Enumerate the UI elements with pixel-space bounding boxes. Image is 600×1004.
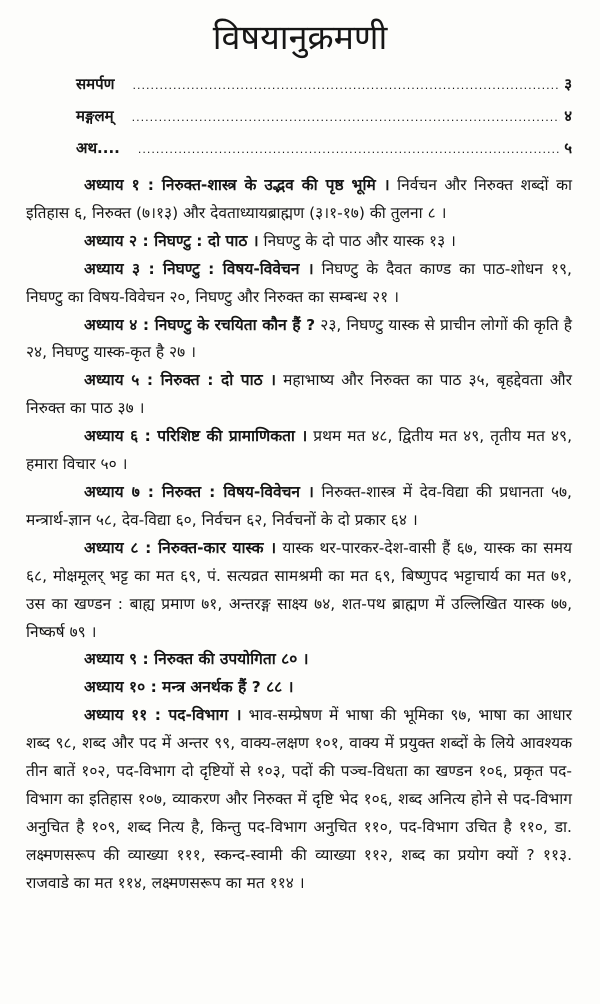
dot-leader <box>132 79 560 92</box>
chapter-topics: २३, निघण्टु यास्क से प्राचीन लोगों की कृति है २४, निघण्टु यास्क-कृत है २७ । <box>26 315 572 362</box>
page-title: विषयानुक्रमणी <box>212 18 388 58</box>
chapter-list <box>26 172 572 898</box>
toc-entry <box>76 74 572 106</box>
chapter-entry <box>26 312 572 368</box>
chapter-entry <box>26 674 572 702</box>
chapter-topics: निरुक्त-शास्त्र में देव-विद्या की प्रधानता ५७, मन्त्रार्थ-ज्ञान ५८, देव-विद्या ६०, निर्वचन ६२, निर्वचनों के दो प्रकार ६४ । <box>26 482 572 529</box>
chapter-heading: अध्याय २ : निघण्टु : दो पाठ । <box>84 231 259 250</box>
toc-label: समर्पण <box>76 75 115 93</box>
chapter-heading: अध्याय ६ : परिशिष्ट की प्रामाणिकता । <box>84 427 308 446</box>
toc-page-number: ४ <box>564 107 572 125</box>
chapter-entry <box>26 702 572 897</box>
chapter-heading: अध्याय ५ : निरुक्त : दो पाठ । <box>84 371 277 390</box>
chapter-entry <box>26 256 572 312</box>
dot-leader <box>132 111 561 124</box>
chapter-entry <box>26 367 572 423</box>
toc-label: मङ्गलम् <box>76 107 114 125</box>
front-matter-list <box>76 74 572 170</box>
chapter-entry <box>26 646 572 674</box>
chapter-heading: अध्याय १ : निरुक्त-शास्त्र के उद्भव की पृष्ठ भूमि । <box>84 176 390 194</box>
chapter-heading: अध्याय १० : मन्त्र अनर्थक हैं ? ८८ । <box>84 678 294 697</box>
chapter-topics: महाभाष्य और निरुक्त का पाठ ३५, बृहद्देवता और निरुक्त का पाठ ३७ । <box>26 371 572 418</box>
toc-label: अथ.... <box>76 139 120 157</box>
chapter-topics: भाव-सम्प्रेषण में भाषा की भूमिका ९७, भाषा का आधार शब्द ९८, शब्द और पद में अन्तर ९९, वाक्य-लक्षण १०१, वाक्य में प्रयुक्त शब्दों के लिये आवश्यक तीन बातें १०२, पद-विभाग दो दृष्टियों से १०३, पदों की पञ्च-विधता का खण्डन १०६, प्रकृत पद-विभाग का इतिहास १०७, व्याकरण और निरुक्त में दृष्टि भेद १०६, शब्द अनित्य होने से पद-विभाग अनुचित है १०९, शब्द नित्य है, किन्तु पद-विभाग अनुचित ११०, पद-विभाग उचित है ११०, डा. लक्ष्मणसरूप की व्याख्या १११, स्कन्द-स्वामी की व्याख्या ११२, शब्द का प्रयोग क्यों ? ११३. राजवाडे का मत ११४, लक्ष्मणसरूप का मत ११४ । <box>26 706 572 892</box>
chapter-entry <box>26 172 572 228</box>
chapter-heading: अध्याय ७ : निरुक्त : विषय-विवेचन । <box>84 482 314 501</box>
chapter-entry <box>26 228 572 256</box>
chapter-entry <box>26 423 572 479</box>
toc-entry <box>76 138 572 170</box>
chapter-heading: अध्याय ८ : निरुक्त-कार यास्क । <box>84 538 277 557</box>
chapter-topics: प्रथम मत ४८, द्वितीय मत ४९, तृतीय मत ४९, हमारा विचार ५० । <box>26 427 572 474</box>
toc-page-number: ३ <box>564 75 572 93</box>
chapter-heading: अध्याय ११ : पद-विभाग । <box>84 706 242 725</box>
chapter-heading: अध्याय ९ : निरुक्त की उपयोगिता ८० । <box>84 650 309 669</box>
chapter-topics: यास्क थर-पारकर-देश-वासी हैं ६७, यास्क का समय ६८, मोक्षमूलर् भट्ट का मत ६९, पं. सत्यव्रत सामश्रमी का मत ६९, बिष्णुपद भट्टाचार्य का मत ७१, उस का खण्डन : बाह्य प्रमाण ७१, अन्तरङ्ग साक्ष्य ७४, शत-पथ ब्राह्मण में उल्लिखित यास्क ७७, निष्कर्ष ७९ । <box>26 538 572 641</box>
chapter-heading: अध्याय ३ : निघण्टु : विषय-विवेचन । <box>84 259 314 278</box>
chapter-entry <box>26 535 572 647</box>
chapter-topics: निघण्टु के दैवत काण्ड का पाठ-शोधन १९, निघण्टु का विषय-विवेचन २०, निघण्टु और निरुक्त का सम्बन्ध २१ । <box>26 259 572 306</box>
chapter-entry <box>26 479 572 535</box>
chapter-topics: निर्वचन और निरुक्त शब्दों का इतिहास ६, निरुक्त (७।१३) और देवताध्यायब्राह्मण (३।१-१७) की तुलना ८ । <box>26 176 572 222</box>
dot-leader <box>138 143 560 156</box>
toc-entry <box>76 106 572 138</box>
toc-page-number: ५ <box>564 139 572 157</box>
chapter-topics: निघण्टु के दो पाठ और यास्क १३ । <box>258 231 456 250</box>
chapter-heading: अध्याय ४ : निघण्टु के रचयिता कौन हैं ? <box>84 315 316 334</box>
